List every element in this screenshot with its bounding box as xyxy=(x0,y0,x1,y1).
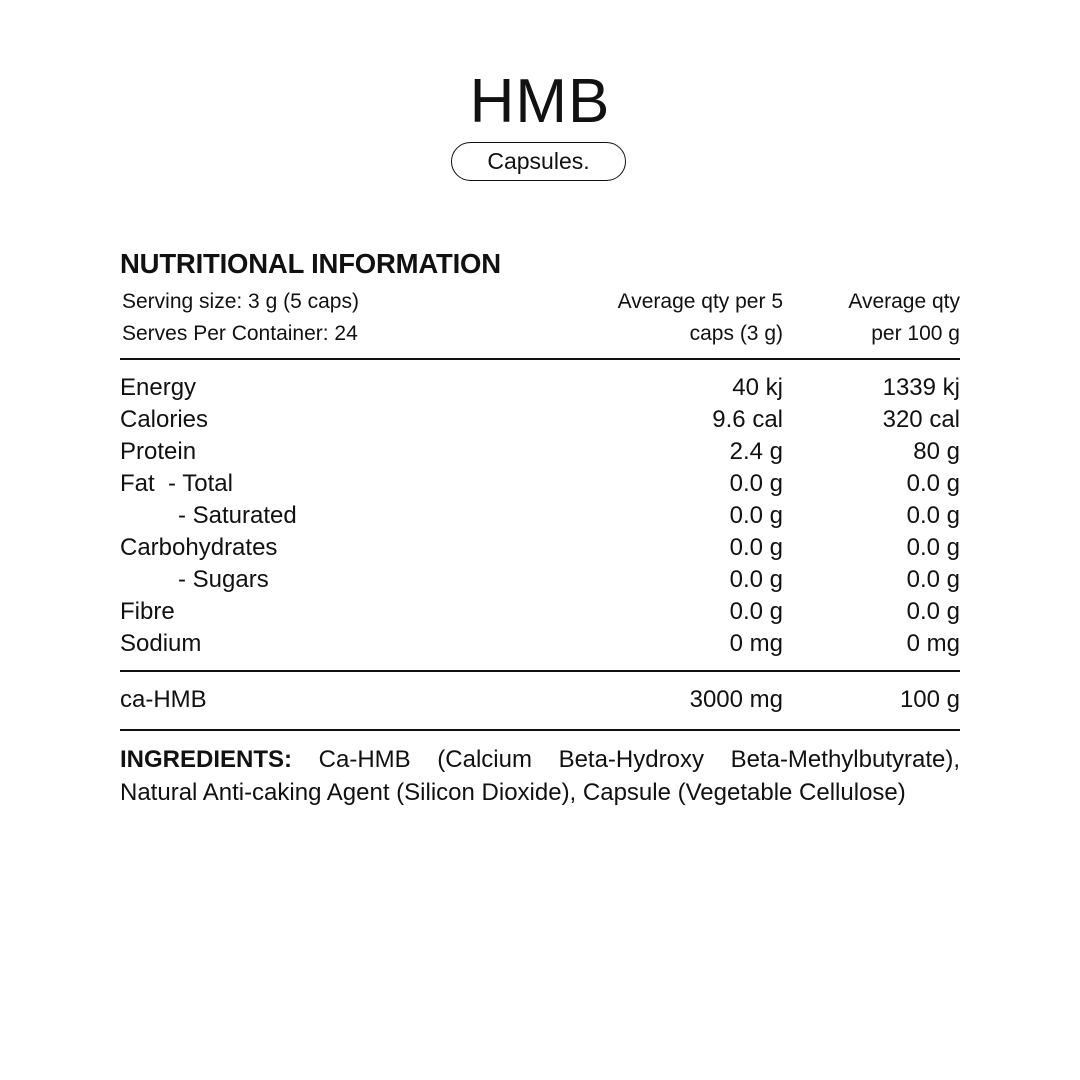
row-per-serve: 40 kj xyxy=(732,374,783,401)
row-label: Sodium xyxy=(120,630,202,657)
table-row xyxy=(120,628,960,660)
row-label: Fibre xyxy=(120,598,175,625)
format-badge: Capsules. xyxy=(451,142,626,181)
column-header-per-100g xyxy=(848,286,960,350)
row-label: Fat - Total xyxy=(120,470,233,497)
table-row xyxy=(120,500,960,532)
table-row xyxy=(120,436,960,468)
row-label: Protein xyxy=(120,438,197,465)
column-header-per-100g-line2: per 100 g xyxy=(871,322,960,345)
table-row xyxy=(120,684,960,716)
row-per-100g: 0.0 g xyxy=(906,566,960,593)
row-per-100g: 320 cal xyxy=(882,406,960,433)
row-per-serve: 0.0 g xyxy=(729,566,783,593)
column-header-per-serve xyxy=(618,286,783,350)
header-divider xyxy=(120,358,960,360)
active-divider xyxy=(120,670,960,672)
row-per-serve: 0.0 g xyxy=(729,534,783,561)
row-per-serve: 0 mg xyxy=(729,630,783,657)
row-per-100g: 0.0 g xyxy=(906,534,960,561)
serving-size: Serving size: 3 g (5 caps) xyxy=(122,290,359,313)
row-per-100g: 0.0 g xyxy=(906,598,960,625)
table-row xyxy=(120,596,960,628)
nutrition-heading: NUTRITIONAL INFORMATION xyxy=(120,248,501,279)
row-per-100g: 80 g xyxy=(913,438,960,465)
row-per-100g: 0.0 g xyxy=(906,470,960,497)
row-per-100g: 100 g xyxy=(899,686,960,713)
row-label: Calories xyxy=(120,406,209,433)
column-header-per-serve-line1: Average qty per 5 xyxy=(617,290,783,313)
row-per-serve: 0.0 g xyxy=(729,502,783,529)
row-label: Carbohydrates xyxy=(120,534,278,561)
table-row xyxy=(120,404,960,436)
serves-per-container: Serves Per Container: 24 xyxy=(122,322,358,345)
column-header-per-serve-line2: caps (3 g) xyxy=(689,322,783,345)
row-per-serve: 9.6 cal xyxy=(712,406,783,433)
serving-info xyxy=(122,286,359,350)
table-row xyxy=(120,564,960,596)
row-label: - Saturated xyxy=(178,502,297,529)
row-label: Energy xyxy=(120,374,197,401)
row-per-serve: 0.0 g xyxy=(729,598,783,625)
ingredients-text: Ca-HMB (Calcium Beta-Hydroxy Beta-Methylbutyrate), Natural Anti-caking Agent (Silicon Dioxide), Capsule (Vegetable Cellulose) xyxy=(120,746,960,806)
row-label: - Sugars xyxy=(178,566,269,593)
active-ingredient-row xyxy=(120,684,960,716)
footer-divider xyxy=(120,729,960,731)
table-row xyxy=(120,372,960,404)
row-label: ca-HMB xyxy=(120,686,207,713)
ingredients-block xyxy=(120,743,960,809)
row-per-serve: 3000 mg xyxy=(689,686,783,713)
nutrition-table xyxy=(120,372,960,660)
ingredients-label: INGREDIENTS: xyxy=(120,746,293,773)
table-row xyxy=(120,532,960,564)
product-title: HMB xyxy=(469,67,611,136)
row-per-100g: 0 mg xyxy=(906,630,960,657)
column-header-per-100g-line1: Average qty xyxy=(848,290,960,313)
row-per-serve: 0.0 g xyxy=(729,470,783,497)
table-row xyxy=(120,468,960,500)
row-per-100g: 1339 kj xyxy=(882,374,960,401)
row-per-100g: 0.0 g xyxy=(906,502,960,529)
row-per-serve: 2.4 g xyxy=(729,438,783,465)
